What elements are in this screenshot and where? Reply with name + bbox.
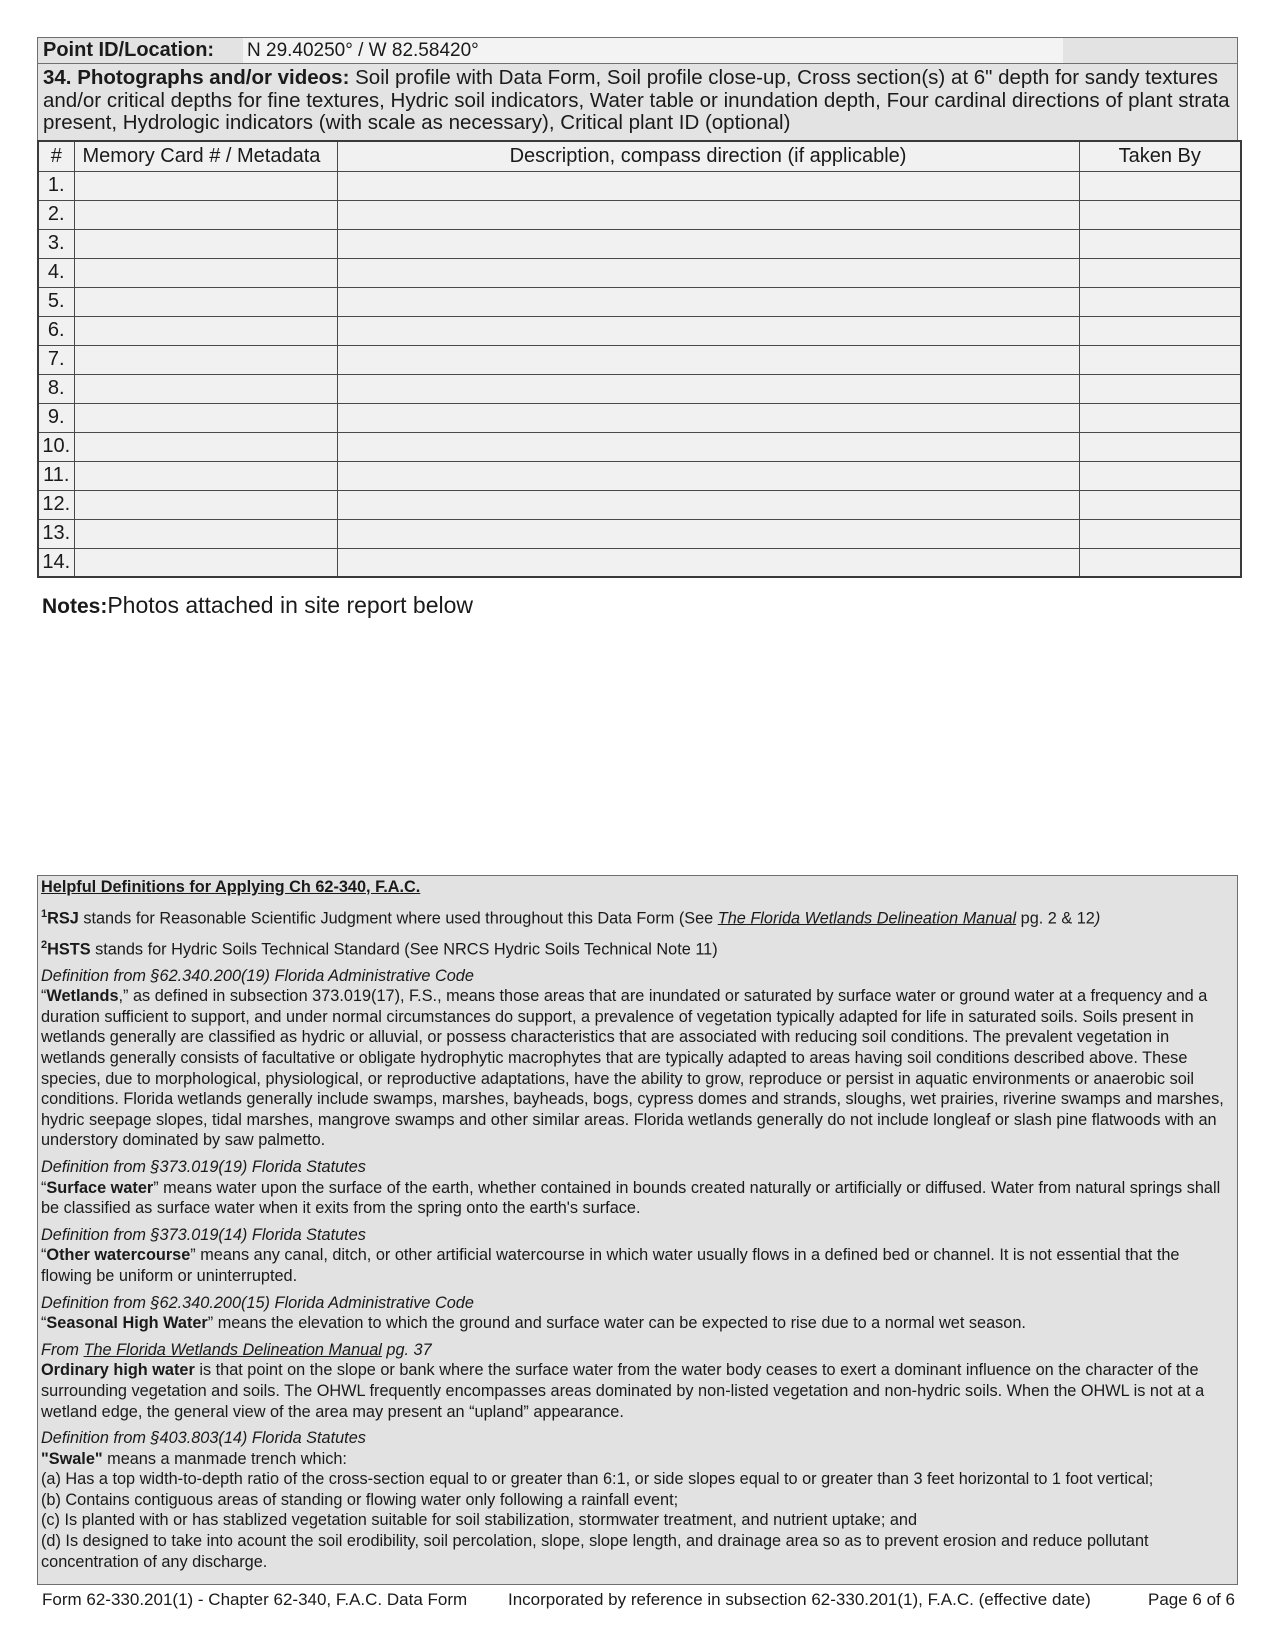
- table-row: [38, 403, 1241, 432]
- definition-ordinary-high-water: [41, 1360, 1234, 1422]
- row-number-cell: 8.: [38, 374, 74, 403]
- source-surface-water: Definition from §373.019(19) Florida Statutes: [41, 1157, 366, 1176]
- memory-card-cell[interactable]: [74, 316, 337, 345]
- table-row: [38, 171, 1241, 200]
- table-row: [38, 461, 1241, 490]
- memory-card-cell[interactable]: [74, 258, 337, 287]
- quote-mark: “: [41, 1246, 47, 1265]
- footer-form-id: Form 62-330.201(1) - Chapter 62-340, F.A.C. Data Form: [42, 1590, 468, 1609]
- taken-by-cell[interactable]: [1079, 345, 1241, 374]
- manual-reference: The Florida Wetlands Delineation Manual: [717, 909, 1017, 928]
- term-other-watercourse: Other watercourse: [46, 1246, 191, 1265]
- definition-swale: [41, 1449, 1234, 1470]
- quote-mark: “: [41, 1178, 47, 1197]
- photographs-heading: 34. Photographs and/or videos:: [43, 66, 350, 89]
- photographs-text: Soil profile with Data Form, Soil profile close-up, Cross section(s) at 6" depth for sandy textures and/or critical depths for fine textures, Hydric soil indicators, Water table or inundation depth, Four cardinal directions of plant strata present, Hydrologic indicators (with scale as necessary), Critical plant ID (optional): [43, 66, 1230, 134]
- notes-label: Notes:: [42, 595, 108, 618]
- memory-card-cell[interactable]: [74, 345, 337, 374]
- row-number-cell: 11.: [38, 461, 74, 490]
- definition-text: ” means any canal, ditch, or other artificial watercourse in which water usually flows in a defined bed or channel. It is not essential that the flowing be uniform or uninterrupted.: [41, 1246, 1180, 1285]
- row-number-cell: 1.: [38, 171, 74, 200]
- swale-criterion-a: (a) Has a top width-to-depth ratio of the cross-section equal to or greater than 6:1, or side slopes equal to or greater than 3 feet horizontal to 1 foot vertical;: [41, 1470, 1154, 1489]
- table-row: [38, 229, 1241, 258]
- definition-text: stands for Hydric Soils Technical Standard (See NRCS Hydric Soils Technical Note 11): [90, 940, 718, 959]
- taken-by-cell[interactable]: [1079, 258, 1241, 287]
- definition-text: stands for Reasonable Scientific Judgment where used throughout this Data Form (See: [78, 909, 718, 928]
- memory-card-cell[interactable]: [74, 490, 337, 519]
- notes-value[interactable]: Photos attached in site report below: [107, 592, 474, 618]
- table-row: [38, 490, 1241, 519]
- table-row: [38, 345, 1241, 374]
- footnote-marker: 1: [41, 907, 48, 920]
- description-cell[interactable]: [337, 519, 1079, 548]
- term-swale: "Swale": [41, 1449, 103, 1468]
- memory-card-cell[interactable]: [74, 229, 337, 258]
- definition-hsts: [41, 935, 1234, 960]
- notes-field: [42, 592, 473, 619]
- description-cell[interactable]: [337, 548, 1079, 577]
- table-header-row: [38, 141, 1241, 171]
- table-row: [38, 258, 1241, 287]
- source-ordinary-high-water: [41, 1340, 1234, 1361]
- footer-incorporated: Incorporated by reference in subsection 62-330.201(1), F.A.C. (effective date): [508, 1590, 1091, 1609]
- taken-by-cell[interactable]: [1079, 461, 1241, 490]
- table-row: [38, 519, 1241, 548]
- table-row: [38, 548, 1241, 577]
- table-row: [38, 287, 1241, 316]
- description-cell[interactable]: [337, 403, 1079, 432]
- column-header-number: #: [38, 141, 74, 171]
- memory-card-cell[interactable]: [74, 519, 337, 548]
- term-seasonal-high-water: Seasonal High Water: [46, 1314, 208, 1333]
- row-number-cell: 4.: [38, 258, 74, 287]
- description-cell[interactable]: [337, 287, 1079, 316]
- definition-text: pg. 2 & 12: [1016, 909, 1095, 928]
- description-cell[interactable]: [337, 374, 1079, 403]
- row-number-cell: 3.: [38, 229, 74, 258]
- definition-seasonal-high-water: [41, 1313, 1234, 1334]
- column-header-taken-by: Taken By: [1079, 141, 1241, 171]
- quote-mark: “: [41, 987, 47, 1006]
- taken-by-cell[interactable]: [1079, 200, 1241, 229]
- point-location-field: [37, 37, 1238, 64]
- taken-by-cell[interactable]: [1079, 229, 1241, 258]
- definition-text: means a manmade trench which:: [102, 1449, 347, 1468]
- row-number-cell: 7.: [38, 345, 74, 374]
- definition-text: is that point on the slope or bank where the surface water from the water body ceases to exert a dominant influence on the character of the surrounding vegetation and soils. The OHWL frequently encompasses areas dominated by non-listed vegetation and non-hydric soils. When the OHWL is not at a wetland edge, the general view of the area may present an “upland” appearance.: [41, 1361, 1205, 1421]
- description-cell[interactable]: [337, 258, 1079, 287]
- taken-by-cell[interactable]: [1079, 519, 1241, 548]
- row-number-cell: 14.: [38, 548, 74, 577]
- photographs-instructions: [37, 64, 1238, 140]
- taken-by-cell[interactable]: [1079, 316, 1241, 345]
- taken-by-cell[interactable]: [1079, 490, 1241, 519]
- row-number-cell: 2.: [38, 200, 74, 229]
- taken-by-cell[interactable]: [1079, 548, 1241, 577]
- source-seasonal-high-water: Definition from §62.340.200(15) Florida Administrative Code: [41, 1293, 474, 1312]
- column-header-memory-card: Memory Card # / Metadata: [74, 141, 337, 171]
- quote-mark: “: [41, 1314, 47, 1333]
- description-cell[interactable]: [337, 171, 1079, 200]
- swale-criterion-d: (d) Is designed to take into acount the soil erodibility, soil percolation, slope, slope length, and drainage area so as to prevent erosion and reduce pollutant concentration of any discharge.: [41, 1532, 1149, 1571]
- source-text: From: [41, 1340, 84, 1359]
- term-surface-water: Surface water: [46, 1178, 154, 1197]
- row-number-cell: 13.: [38, 519, 74, 548]
- footer-page-number: Page 6 of 6: [1148, 1590, 1235, 1609]
- definition-wetlands: [41, 986, 1234, 1151]
- table-row: [38, 432, 1241, 461]
- manual-reference: The Florida Wetlands Delineation Manual: [83, 1340, 382, 1359]
- definitions-title: Helpful Definitions for Applying Ch 62-340, F.A.C.: [41, 878, 421, 896]
- swale-criterion-c: (c) Is planted with or has stablized vegetation suitable for soil stabilization, stormwater treatment, and nutrient uptake; and: [41, 1511, 918, 1530]
- memory-card-cell[interactable]: [74, 461, 337, 490]
- helpful-definitions-box: [37, 875, 1238, 1585]
- definition-text: ,” as defined in subsection 373.019(17), F.S., means those areas that are inundated or saturated by surface water or ground water at a frequency and a duration sufficient to support, and under normal circumstances do support, a prevalence of vegetation typically adapted for life in saturated soils. Soils present in wetlands generally are classified as hydric or alluvial, or possess characteristics that are associated with reducing soil conditions. The prevalent vegetation in wetlands generally consists of facultative or obligate hydrophytic macrophytes that are typically adapted to areas having soil conditions described above. These species, due to morphological, physiological, or reproductive adaptations, have the ability to grow, reproduce or persist in aquatic environments or anaerobic soil conditions. Florida wetlands generally include swamps, marshes, bayheads, bogs, cypress domes and strands, sloughs, wet prairies, riverine swamps and marshes, hydric seepage slopes, tidal marshes, mangrove swamps and other similar areas. Florida wetlands generally do not include longleaf or slash pine flatwoods with an understory dominated by saw palmetto.: [41, 987, 1224, 1150]
- term-ordinary-high-water: Ordinary high water: [41, 1361, 195, 1380]
- description-cell[interactable]: [337, 345, 1079, 374]
- row-number-cell: 9.: [38, 403, 74, 432]
- source-wetlands: Definition from §62.340.200(19) Florida Administrative Code: [41, 966, 474, 985]
- source-other-watercourse: Definition from §373.019(14) Florida Statutes: [41, 1225, 366, 1244]
- memory-card-cell[interactable]: [74, 287, 337, 316]
- table-row: [38, 316, 1241, 345]
- source-text: pg. 37: [381, 1340, 432, 1359]
- memory-card-cell[interactable]: [74, 403, 337, 432]
- description-cell[interactable]: [337, 432, 1079, 461]
- taken-by-cell[interactable]: [1079, 171, 1241, 200]
- table-row: [38, 374, 1241, 403]
- photo-log-table: [37, 140, 1242, 578]
- definition-text: ” means water upon the surface of the earth, whether contained in bounds created naturally or artificially or diffused. Water from natural springs shall be classified as surface water when it exits from the spring onto the earth's surface.: [41, 1178, 1221, 1218]
- definition-rsj: [41, 904, 1234, 929]
- table-row: [38, 200, 1241, 229]
- description-cell[interactable]: [337, 461, 1079, 490]
- source-swale: Definition from §403.803(14) Florida Statutes: [41, 1429, 366, 1448]
- swale-criterion-b: (b) Contains contiguous areas of standing or flowing water only following a rainfall event;: [41, 1490, 679, 1509]
- row-number-cell: 10.: [38, 432, 74, 461]
- row-number-cell: 6.: [38, 316, 74, 345]
- row-number-cell: 5.: [38, 287, 74, 316]
- row-number-cell: 12.: [38, 490, 74, 519]
- term-hsts: HSTS: [47, 940, 91, 959]
- memory-card-cell[interactable]: [74, 548, 337, 577]
- taken-by-cell[interactable]: [1079, 374, 1241, 403]
- column-header-description: Description, compass direction (if applicable): [337, 141, 1079, 171]
- definition-surface-water: [41, 1178, 1234, 1219]
- taken-by-cell[interactable]: [1079, 287, 1241, 316]
- description-cell[interactable]: [337, 316, 1079, 345]
- point-location-value[interactable]: N 29.40250° / W 82.58420°: [243, 38, 1063, 63]
- description-cell[interactable]: [337, 229, 1079, 258]
- point-location-label: Point ID/Location:: [43, 39, 215, 61]
- memory-card-cell[interactable]: [74, 171, 337, 200]
- taken-by-cell[interactable]: [1079, 432, 1241, 461]
- term-wetlands: Wetlands: [46, 987, 119, 1006]
- definition-other-watercourse: [41, 1245, 1234, 1286]
- footnote-marker: 2: [41, 938, 48, 951]
- term-rsj: RSJ: [47, 909, 79, 928]
- definition-text: ” means the elevation to which the ground and surface water can be expected to rise due to a normal wet season.: [207, 1314, 1026, 1333]
- memory-card-cell[interactable]: [74, 200, 337, 229]
- taken-by-cell[interactable]: [1079, 403, 1241, 432]
- definition-text: ): [1094, 909, 1101, 928]
- memory-card-cell[interactable]: [74, 374, 337, 403]
- memory-card-cell[interactable]: [74, 432, 337, 461]
- description-cell[interactable]: [337, 200, 1079, 229]
- description-cell[interactable]: [337, 490, 1079, 519]
